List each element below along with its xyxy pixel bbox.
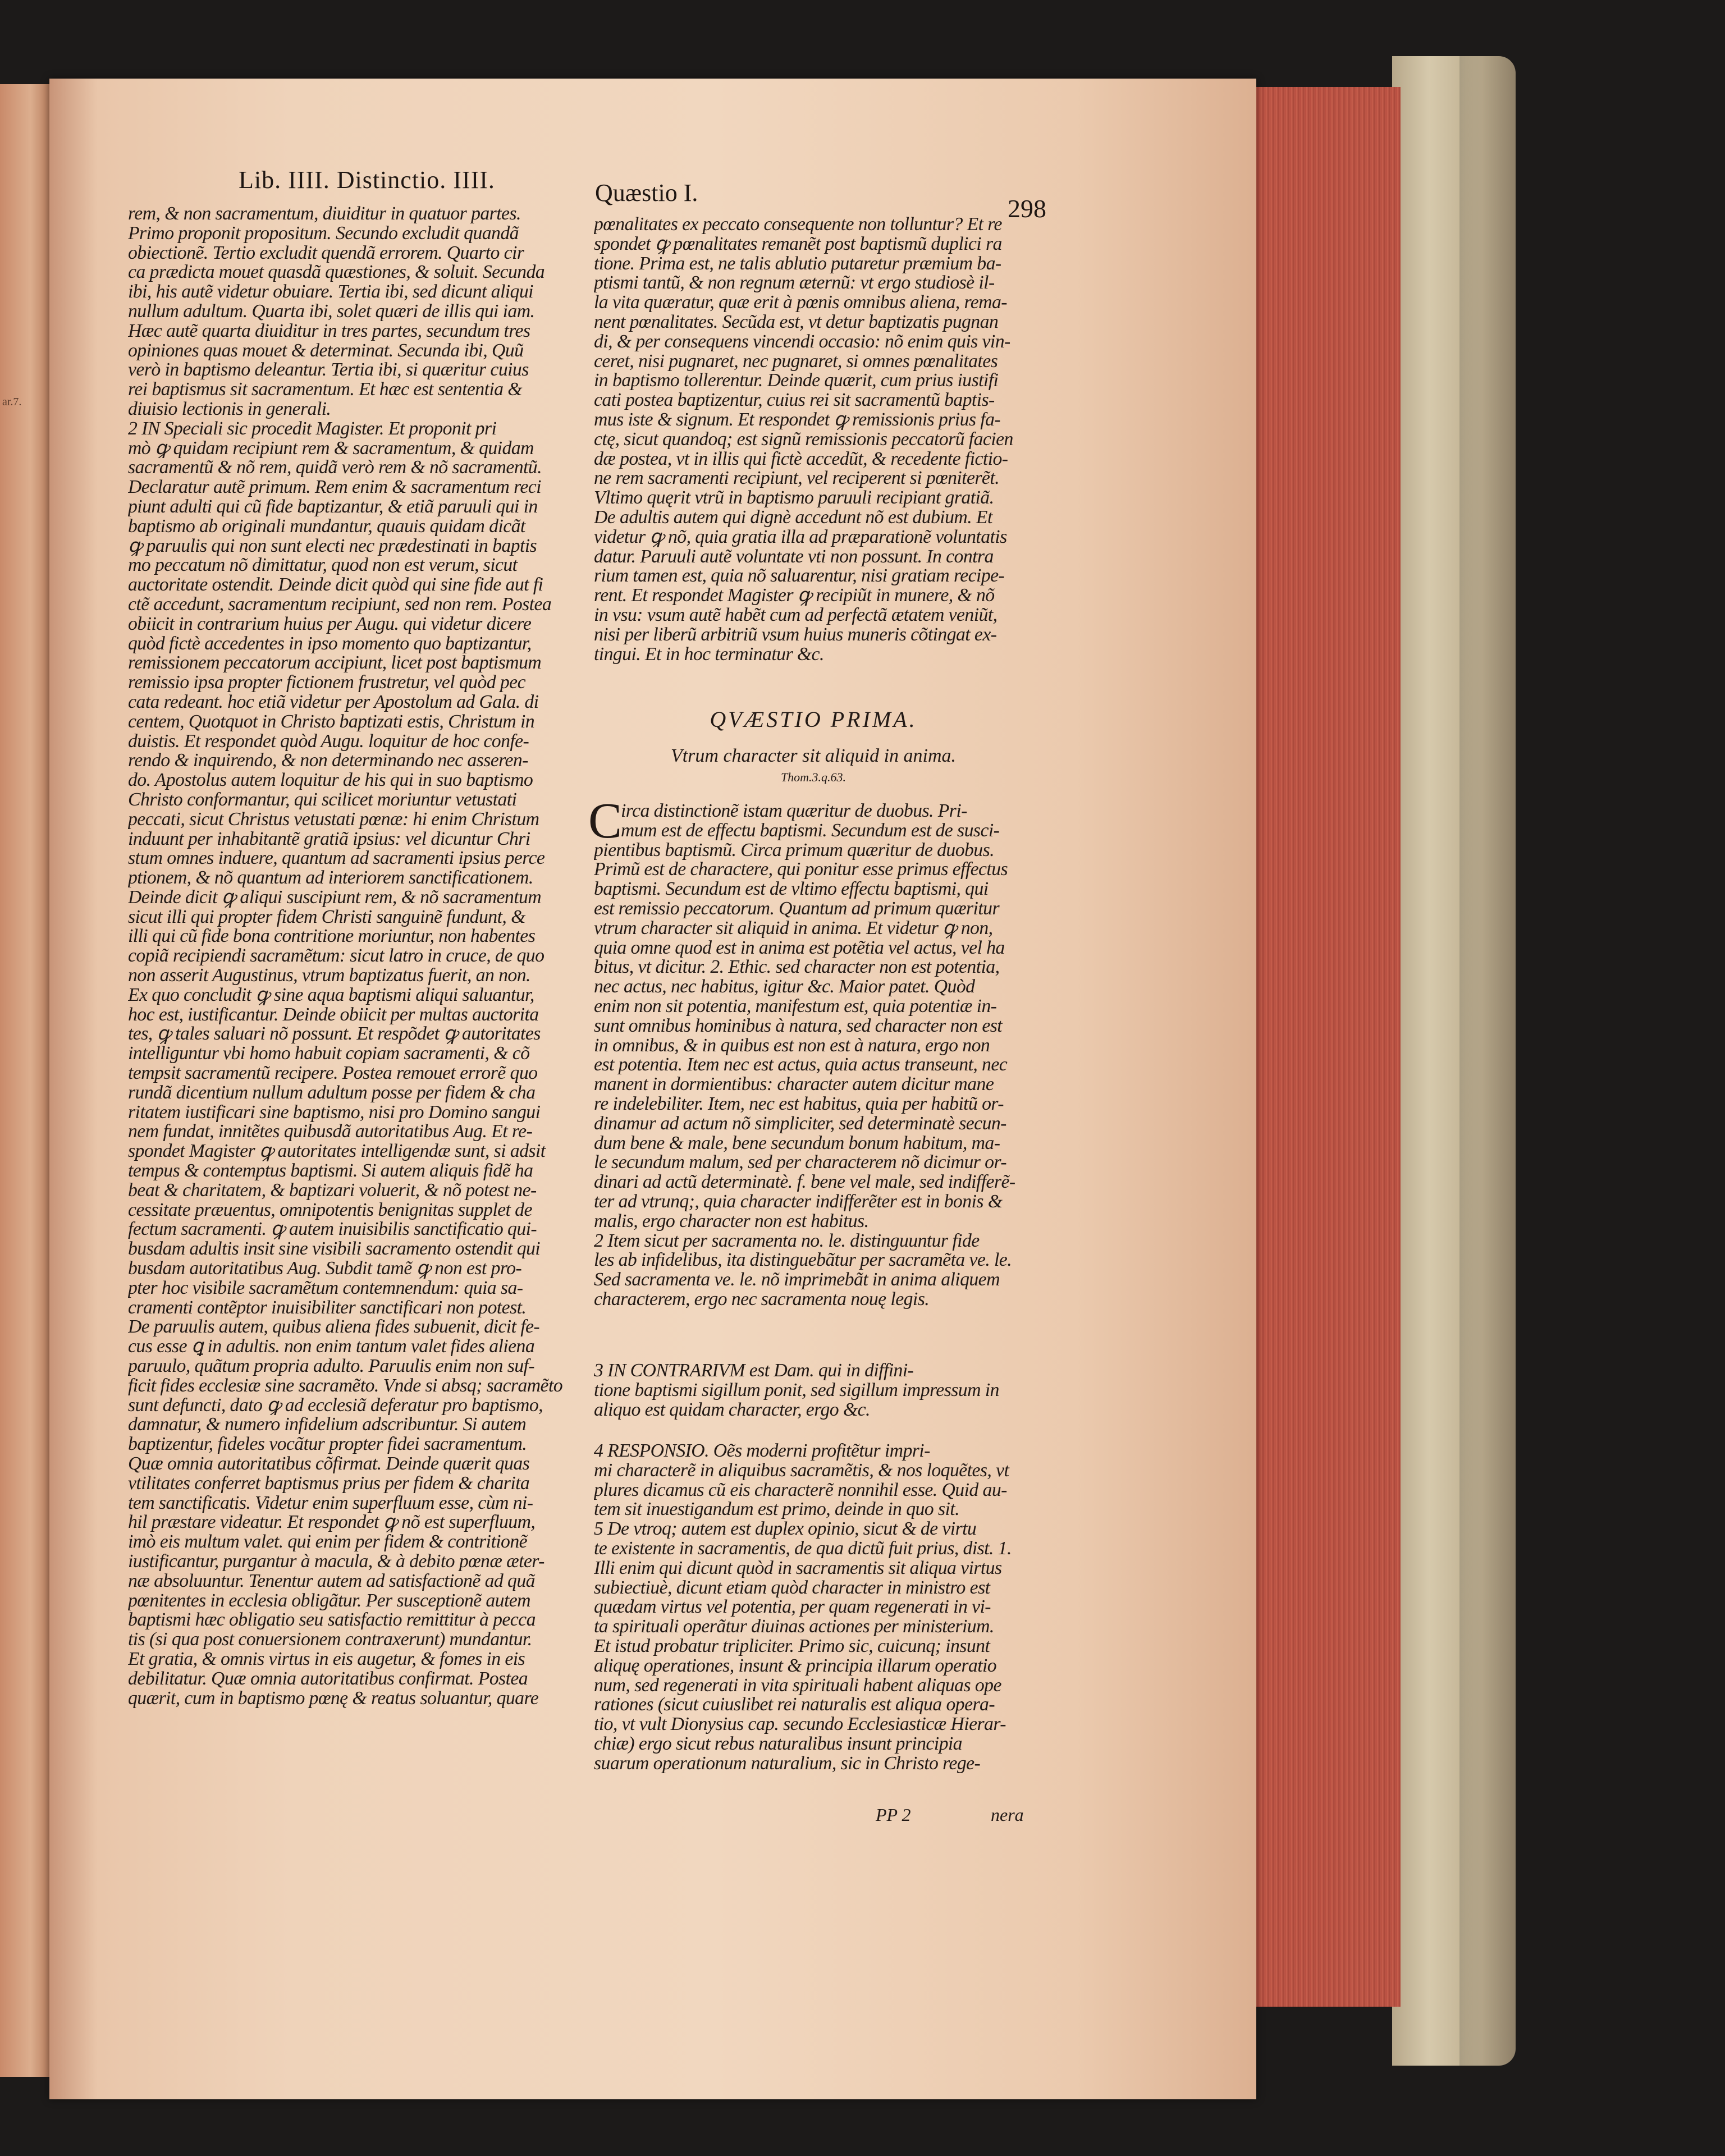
text-line: spondet Magister ꝙ autoritates intelligendæ sunt, si adsit: [128, 1142, 546, 1162]
text-line: De paruulis autem, quibus aliena fides subuenit, dicit fe-: [128, 1317, 540, 1338]
contrarium-paragraph: [594, 1361, 1033, 1420]
text-line: mi characterẽ in aliquibus sacramẽtis, & nos loquẽtes, vt: [594, 1461, 1009, 1481]
text-line: nent pœnalitates. Secũda est, vt detur baptizatis pugnan: [594, 312, 999, 332]
text-line: nem fundat, innitẽtes quibusdã autoritatibus Aug. Et re-: [128, 1122, 533, 1142]
text-line: irca distinctionẽ istam quæritur de duobus. Pri-: [621, 802, 967, 821]
drop-cap: C: [588, 793, 623, 849]
text-line: rium tamen est, quia nõ saluarentur, nisi gratiam recipe-: [594, 566, 1005, 587]
facing-page-edge: [0, 84, 51, 2077]
text-line: enim non sit potentia, manifestum est, quia potentiæ in-: [594, 996, 997, 1017]
text-line: remissio ipsa propter fictionem frustretur, vel quòd pec: [128, 673, 525, 693]
text-line: aliquę operationes, insunt & principia illarum operatio: [594, 1656, 997, 1676]
text-line: quia omne quod est in anima est potẽtia vel actus, vel ha: [594, 938, 1005, 958]
quaestio-reference: Thom.3.q.63.: [780, 770, 847, 784]
text-line: datur. Paruuli autẽ voluntate vti non possunt. In contra: [594, 547, 994, 567]
text-line: tis (si qua post conuersionem contraxerunt) mundantur.: [128, 1630, 532, 1650]
text-line: plures dicamus cũ eis characterẽ nonnihil esse. Quid au-: [594, 1480, 1007, 1500]
text-line: dinamur ad actum nõ simpliciter, sed determinatè secun-: [594, 1114, 1006, 1134]
text-line: obiectionẽ. Tertio excludit quendã errorem. Quarto cir: [128, 243, 524, 263]
text-line: Ex quo concludit ꝙ sine aqua baptismi aliqui saluantur,: [128, 985, 534, 1005]
vellum-binding: [1392, 56, 1516, 2066]
text-line: sicut illi qui propter fidem Christi sanguinẽ fundunt, &: [128, 907, 525, 927]
text-line: duistis. Et respondet quòd Augu. loquitur de hoc confe-: [128, 731, 529, 752]
text-line: 5 De vtroq; autem est duplex opinio, sicut & de virtu: [594, 1519, 977, 1539]
running-head-right: Quæstio I.: [595, 179, 698, 207]
text-line: in omnibus, & in quibus est non est à natura, ergo non: [594, 1036, 990, 1056]
text-line: dum bene & male, bene secundum bonum habitum, ma-: [594, 1133, 1000, 1153]
text-line: 3 IN CONTRARIVM est Dam. qui in diffini-: [594, 1361, 914, 1381]
text-line: busdam autoritatibus Aug. Subdit tamẽ ꝙ non est pro-: [128, 1259, 522, 1279]
text-line: est remissio peccatorum. Quantum ad primum quæritur: [594, 899, 999, 919]
text-line: cramenti contẽptor inuisibiliter sanctificari non potest.: [128, 1298, 527, 1318]
text-line: chiæ) ergo sicut rebus naturalibus insunt principia: [594, 1734, 962, 1754]
text-line: num, sed regenerati in vita spirituali habent aliquas ope: [594, 1676, 1001, 1696]
text-line: bitus, vt dicitur. 2. Ethic. sed character non est potentia,: [594, 958, 1000, 978]
text-line: tingui. Et in hoc terminatur &c.: [594, 644, 824, 665]
text-line: rem, & non sacramentum, diuiditur in quatuor partes.: [128, 204, 521, 224]
quaestio-title: QVÆSTIO PRIMA.: [710, 707, 917, 732]
left-text-column: [128, 204, 567, 1708]
text-line: baptismi hæc obligatio seu satisfactio remittitur à pecca: [128, 1610, 536, 1631]
text-line: nisi per liberũ arbitriũ vsum huius muneris cõtingat ex-: [594, 625, 997, 645]
text-line: mum est de effectu baptismi. Secundum est de susci-: [621, 821, 1000, 841]
text-line: aliquo est quidam character, ergo &c.: [594, 1400, 870, 1420]
text-line: iustificantur, purgantur à macula, & à debito pœnæ æter-: [128, 1551, 545, 1572]
text-line: sunt omnibus hominibus à natura, sed character non est: [594, 1016, 1003, 1036]
text-line: copiã recipiendi sacramẽtum: sicut latro in cruce, de quo: [128, 946, 545, 967]
text-line: tem sit inuestigandum est primo, deinde in quo sit.: [594, 1500, 959, 1520]
text-line: di, & per consequens vincendi occasio: nõ enim quis vin-: [594, 332, 1010, 352]
text-line: ficit fides ecclesiæ sine sacramẽto. Vnde si absq; sacramẽto: [128, 1376, 563, 1396]
text-line: spondet ꝙ pœnalitates remanẽt post baptismũ duplici ra: [594, 234, 1002, 254]
text-line: ta spirituali operãtur diuinas actiones per ministerium.: [594, 1617, 994, 1637]
text-line: rei baptismus sit sacramentum. Et hæc est sententia &: [128, 380, 522, 400]
text-line: re indelebiliter. Item, nec est habitus, quia per habitũ or-: [594, 1094, 1004, 1114]
text-line: nullum adultum. Quarta ibi, solet quæri de illis qui iam.: [128, 301, 535, 322]
text-line: centem, Quotquot in Christo baptizati estis, Christum in: [128, 712, 535, 732]
text-line: ptionem, & nõ quantum ad interiorem sanctificationem.: [128, 868, 533, 888]
text-line: ritatem iustificari sine baptismo, nisi pro Domino sangui: [128, 1102, 541, 1123]
text-line: 4 RESPONSIO. Oẽs moderni profitẽtur impri-: [594, 1441, 930, 1461]
text-line: stum omnes induere, quantum ad sacramenti ipsius perce: [128, 849, 545, 869]
text-line: est potentia. Item nec est actus, quia actus transeunt, nec: [594, 1055, 1008, 1075]
red-page-edges: [1253, 87, 1401, 2007]
text-line: baptismo ab originali mundantur, quauis quidam dicãt: [128, 516, 525, 537]
text-line: ctę, sicut quandoq; est signũ remissionis peccatorũ facien: [594, 429, 1013, 450]
text-line: pientibus baptismũ. Circa primum quæritur de duobus.: [594, 840, 994, 860]
text-line: piunt adulti qui cũ fide baptizantur, & etiã paruuli qui in: [128, 497, 538, 517]
responsio-paragraph: [594, 1441, 1033, 1774]
text-line: næ absoluuntur. Tenentur autem ad satisfactionẽ ad quã: [128, 1571, 535, 1591]
text-line: ceret, nisi pugnaret, nec pugnaret, si omnes pœnalitates: [594, 351, 998, 372]
text-line: induunt per inhabitantẽ gratiã ipsius: vel dicuntur Chri: [128, 829, 530, 849]
text-line: illi qui cũ fide bona contritione moriuntur, non habentes: [128, 927, 536, 947]
text-line: mus iste & signum. Et respondet ꝙ remissionis prius fa-: [594, 410, 1001, 430]
text-line: Vltimo quęrit vtrũ in baptismo paruuli recipiant gratiã.: [594, 488, 994, 508]
text-line: hoc est, iustificantur. Deinde obiicit per multas auctorita: [128, 1005, 539, 1025]
text-line: la vita quæratur, quæ erit à pœnis omnibus aliena, rema-: [594, 293, 1007, 313]
quaestio-subtitle: Vtrum character sit aliquid in anima.: [670, 745, 957, 766]
text-line: mò ꝙ quidam recipiunt rem & sacramentum, & quidam: [128, 438, 534, 459]
text-line: quòd fictè accedentes in ipso momento quo baptizantur,: [128, 634, 532, 654]
text-line: tes, ꝙ tales saluari nõ possunt. Et respõdet ꝙ autoritates: [128, 1024, 541, 1045]
text-line: manent in dormientibus: character autem dicitur mane: [594, 1075, 994, 1095]
text-line: rationes (sicut cuiuslibet rei naturalis est aliqua opera-: [594, 1695, 995, 1715]
text-line: tempus & contemptus baptismi. Si autem aliquis fidẽ ha: [128, 1161, 533, 1181]
text-line: tempsit sacramentũ recipere. Postea remouet errorẽ quo: [128, 1064, 538, 1083]
signature-mark: PP 2: [876, 1805, 911, 1825]
margin-note: ar.7.: [2, 396, 22, 408]
text-line: remissionem peccatorum accipiunt, licet post baptismum: [128, 653, 542, 674]
text-line: Illi enim qui dicunt quòd in sacramentis sit aliqua virtus: [594, 1558, 1002, 1578]
text-line: nec actus, nec habitus, igitur &c. Maior patet. Quòd: [594, 977, 975, 997]
text-line: te existente in sacramentis, de qua dictũ fuit prius, dist. 1.: [594, 1539, 1012, 1559]
text-line: characterem, ergo nec sacramenta nouę legis.: [594, 1289, 930, 1310]
text-line: malis, ergo character non est habitus.: [594, 1211, 869, 1232]
text-line: tio, vt vult Dionysius cap. secundo Ecclesiasticæ Hierar-: [594, 1715, 1006, 1734]
text-line: Deinde dicit ꝙ aliqui suscipiunt rem, & nõ sacramentum: [128, 887, 542, 908]
text-line: busdam adultis insit sine visibili sacramento ostendit qui: [128, 1239, 541, 1260]
text-line: quærit, cum in baptismo pœnę & reatus soluantur, quare: [128, 1688, 539, 1709]
text-line: imò eis multum valet. qui enim per fidem & contritionẽ: [128, 1532, 528, 1552]
text-line: ibi, his autẽ videtur obuiare. Tertia ibi, sed dicunt aliqui: [128, 282, 533, 302]
text-line: cus esse ꝗ in adultis. non enim tantum valet fides aliena: [128, 1337, 535, 1357]
page-number: 298: [1008, 194, 1046, 223]
text-line: cessitate præuentus, omnipotentis benignitas supplet de: [128, 1200, 532, 1220]
text-line: verò in baptismo deleantur. Tertia ibi, si quæritur cuius: [128, 360, 529, 381]
text-line: Christo conformantur, qui scilicet moriuntur vetustati: [128, 790, 517, 810]
text-line: Primũ est de charactere, qui ponitur esse primus effectus: [594, 860, 1008, 880]
text-line: sunt defuncti, dato ꝙ ad ecclesiã deferatur pro baptismo,: [128, 1395, 543, 1416]
text-line: Et istud probatur tripliciter. Primo sic, cuicunq; insunt: [594, 1636, 990, 1656]
text-line: dinari ad actũ determinatè. f. bene vel male, sed indifferẽ-: [594, 1173, 1015, 1192]
text-line: non asserit Augustinus, vtrum baptizatus fuerit, an non.: [128, 966, 530, 986]
text-line: baptizentur, fideles vocãtur propter fidei sacramentum.: [128, 1435, 527, 1454]
text-line: le secundum malum, sed per characterem nõ dicimur or-: [594, 1153, 1007, 1173]
text-line: diuisio lectionis in generali.: [128, 399, 331, 419]
text-line: peccati, sicut Christus vetustati pœnæ: hi enim Christum: [128, 809, 539, 830]
text-line: obiicit in contrarium huius per Augu. qui videtur dicere: [128, 614, 532, 634]
right-text-column-top: [594, 215, 1033, 664]
text-line: cati postea baptizentur, cuius rei sit sacramentũ baptis-: [594, 391, 995, 410]
text-line: sacramentũ & nõ rem, quidã verò rem & nõ sacramentũ.: [128, 458, 542, 478]
text-line: pœnalitates ex peccato consequente non tolluntur? Et re: [594, 215, 1002, 235]
text-line: subiectiuè, dicunt etiam quòd character in ministro est: [594, 1578, 990, 1598]
text-line: De adultis autem qui dignè accedunt nõ est dubium. Et: [594, 507, 992, 528]
text-line: intelliguntur vbi homo habuit copiam sacramenti, & cõ: [128, 1044, 530, 1064]
text-line: opiniones quas mouet & determinat. Secunda ibi, Quũ: [128, 341, 524, 361]
text-line: Sed sacramenta ve. le. nõ imprimebãt in anima aliquem: [594, 1270, 1000, 1290]
text-line: 2 Item sicut per sacramenta no. le. distinguuntur fide: [594, 1231, 980, 1251]
text-line: Primo proponit propositum. Secundo excludit quandã: [128, 223, 519, 244]
text-line: tem sanctificatis. Videtur enim superfluum esse, cùm ni-: [128, 1493, 533, 1513]
text-line: les ab infidelibus, ita distinguebãtur per sacramẽta ve. le.: [594, 1251, 1012, 1271]
text-line: vtilitates conferret baptismus prius per fidem & charita: [128, 1473, 530, 1494]
text-line: Quæ omnia autoritatibus cõfirmat. Deinde quærit quas: [128, 1454, 530, 1474]
text-line: ctẽ accedunt, sacramentum recipiunt, sed non rem. Postea: [128, 594, 552, 615]
text-line: auctoritate ostendit. Deinde dicit quòd qui sine fide aut fi: [128, 575, 543, 595]
running-head-left: Lib. IIII. Distinctio. IIII.: [239, 166, 495, 194]
text-line: 2 IN Speciali sic procedit Magister. Et proponit pri: [128, 419, 497, 439]
text-line: ne rem sacramenti recipiunt, vel reciperent si pœniterẽt.: [594, 469, 999, 489]
text-line: ter ad vtrunq;, quia character indifferẽter est in bonis &: [594, 1192, 1003, 1212]
text-line: beat & charitatem, & baptizari voluerit, & nõ potest ne-: [128, 1180, 537, 1201]
text-line: pœnitentes in ecclesia obligãtur. Per susceptionẽ autem: [128, 1591, 530, 1611]
text-line: videtur ꝙ nõ, quia gratia illa ad præparationẽ voluntatis: [594, 527, 1007, 547]
text-line: suarum operationum naturalium, sic in Christo rege-: [594, 1754, 981, 1774]
text-line: ꝙ paruulis qui non sunt electi nec prædestinati in baptis: [128, 536, 537, 556]
text-line: Declaratur autẽ primum. Rem enim & sacramentum reci: [128, 478, 541, 497]
text-line: paruulo, quãtum propria adulto. Paruulis enim non suf-: [128, 1357, 534, 1376]
right-text-column-body: [594, 802, 1033, 1310]
text-line: Hæc autẽ quarta diuiditur in tres partes, secundum tres: [128, 321, 530, 341]
text-line: debilitatur. Quæ omnia autoritatibus confirmat. Postea: [128, 1669, 528, 1689]
text-line: tione baptismi sigillum ponit, sed sigillum impressum in: [594, 1380, 999, 1400]
text-line: rent. Et respondet Magister ꝙ recipiũt in munere, & nõ: [594, 586, 995, 606]
text-line: hil præstare videatur. Et respondet ꝙ nõ est superfluum,: [128, 1513, 536, 1533]
text-line: pter hoc visibile sacramẽtum contemnendum: quia sa-: [128, 1278, 523, 1298]
text-line: in baptismo tollerentur. Deinde quærit, cum prius iustifi: [594, 371, 999, 391]
text-line: ptismi tantũ, & non regnum æternũ: vt ergo studiosè il-: [594, 273, 995, 294]
text-line: in vsu: vsum autẽ habẽt cum ad perfectã ætatem veniũt,: [594, 605, 998, 625]
text-line: rundã dicentium nullum adultum posse per fidem & cha: [128, 1083, 536, 1103]
catchword: nera: [991, 1805, 1024, 1825]
text-line: tione. Prima est, ne talis ablutio putaretur præmium ba-: [594, 254, 1001, 274]
text-line: Et gratia, & omnis virtus in eis augetur, & fomes in eis: [128, 1649, 525, 1669]
text-line: ca prædicta mouet quasdã quæstiones, & soluit. Secunda: [128, 263, 545, 283]
text-line: do. Apostolus autem loquitur de his qui in suo baptismo: [128, 771, 533, 790]
text-line: cata redeant. hoc etiã videtur per Apostolum ad Gala. di: [128, 692, 539, 712]
text-line: fectum sacramenti. ꝙ autem inuisibilis sanctificatio qui-: [128, 1220, 537, 1240]
text-line: quædam virtus vel potentia, per quam regenerati in vi-: [594, 1597, 991, 1618]
text-line: dæ postea, vt in illis qui fictè accedũt, & recedente fictio-: [594, 449, 1008, 469]
text-line: damnatur, & numero infidelium adscribuntur. Si autem: [128, 1415, 527, 1435]
text-line: rendo & inquirendo, & non determinando nec asseren-: [128, 751, 528, 771]
text-line: mo peccatum nõ dimittatur, quod non est verum, sicut: [128, 556, 518, 576]
text-line: vtrum character sit aliquid in anima. Et videtur ꝙ non,: [594, 918, 993, 939]
text-line: baptismi. Secundum est de vltimo effectu baptismi, qui: [594, 880, 989, 899]
